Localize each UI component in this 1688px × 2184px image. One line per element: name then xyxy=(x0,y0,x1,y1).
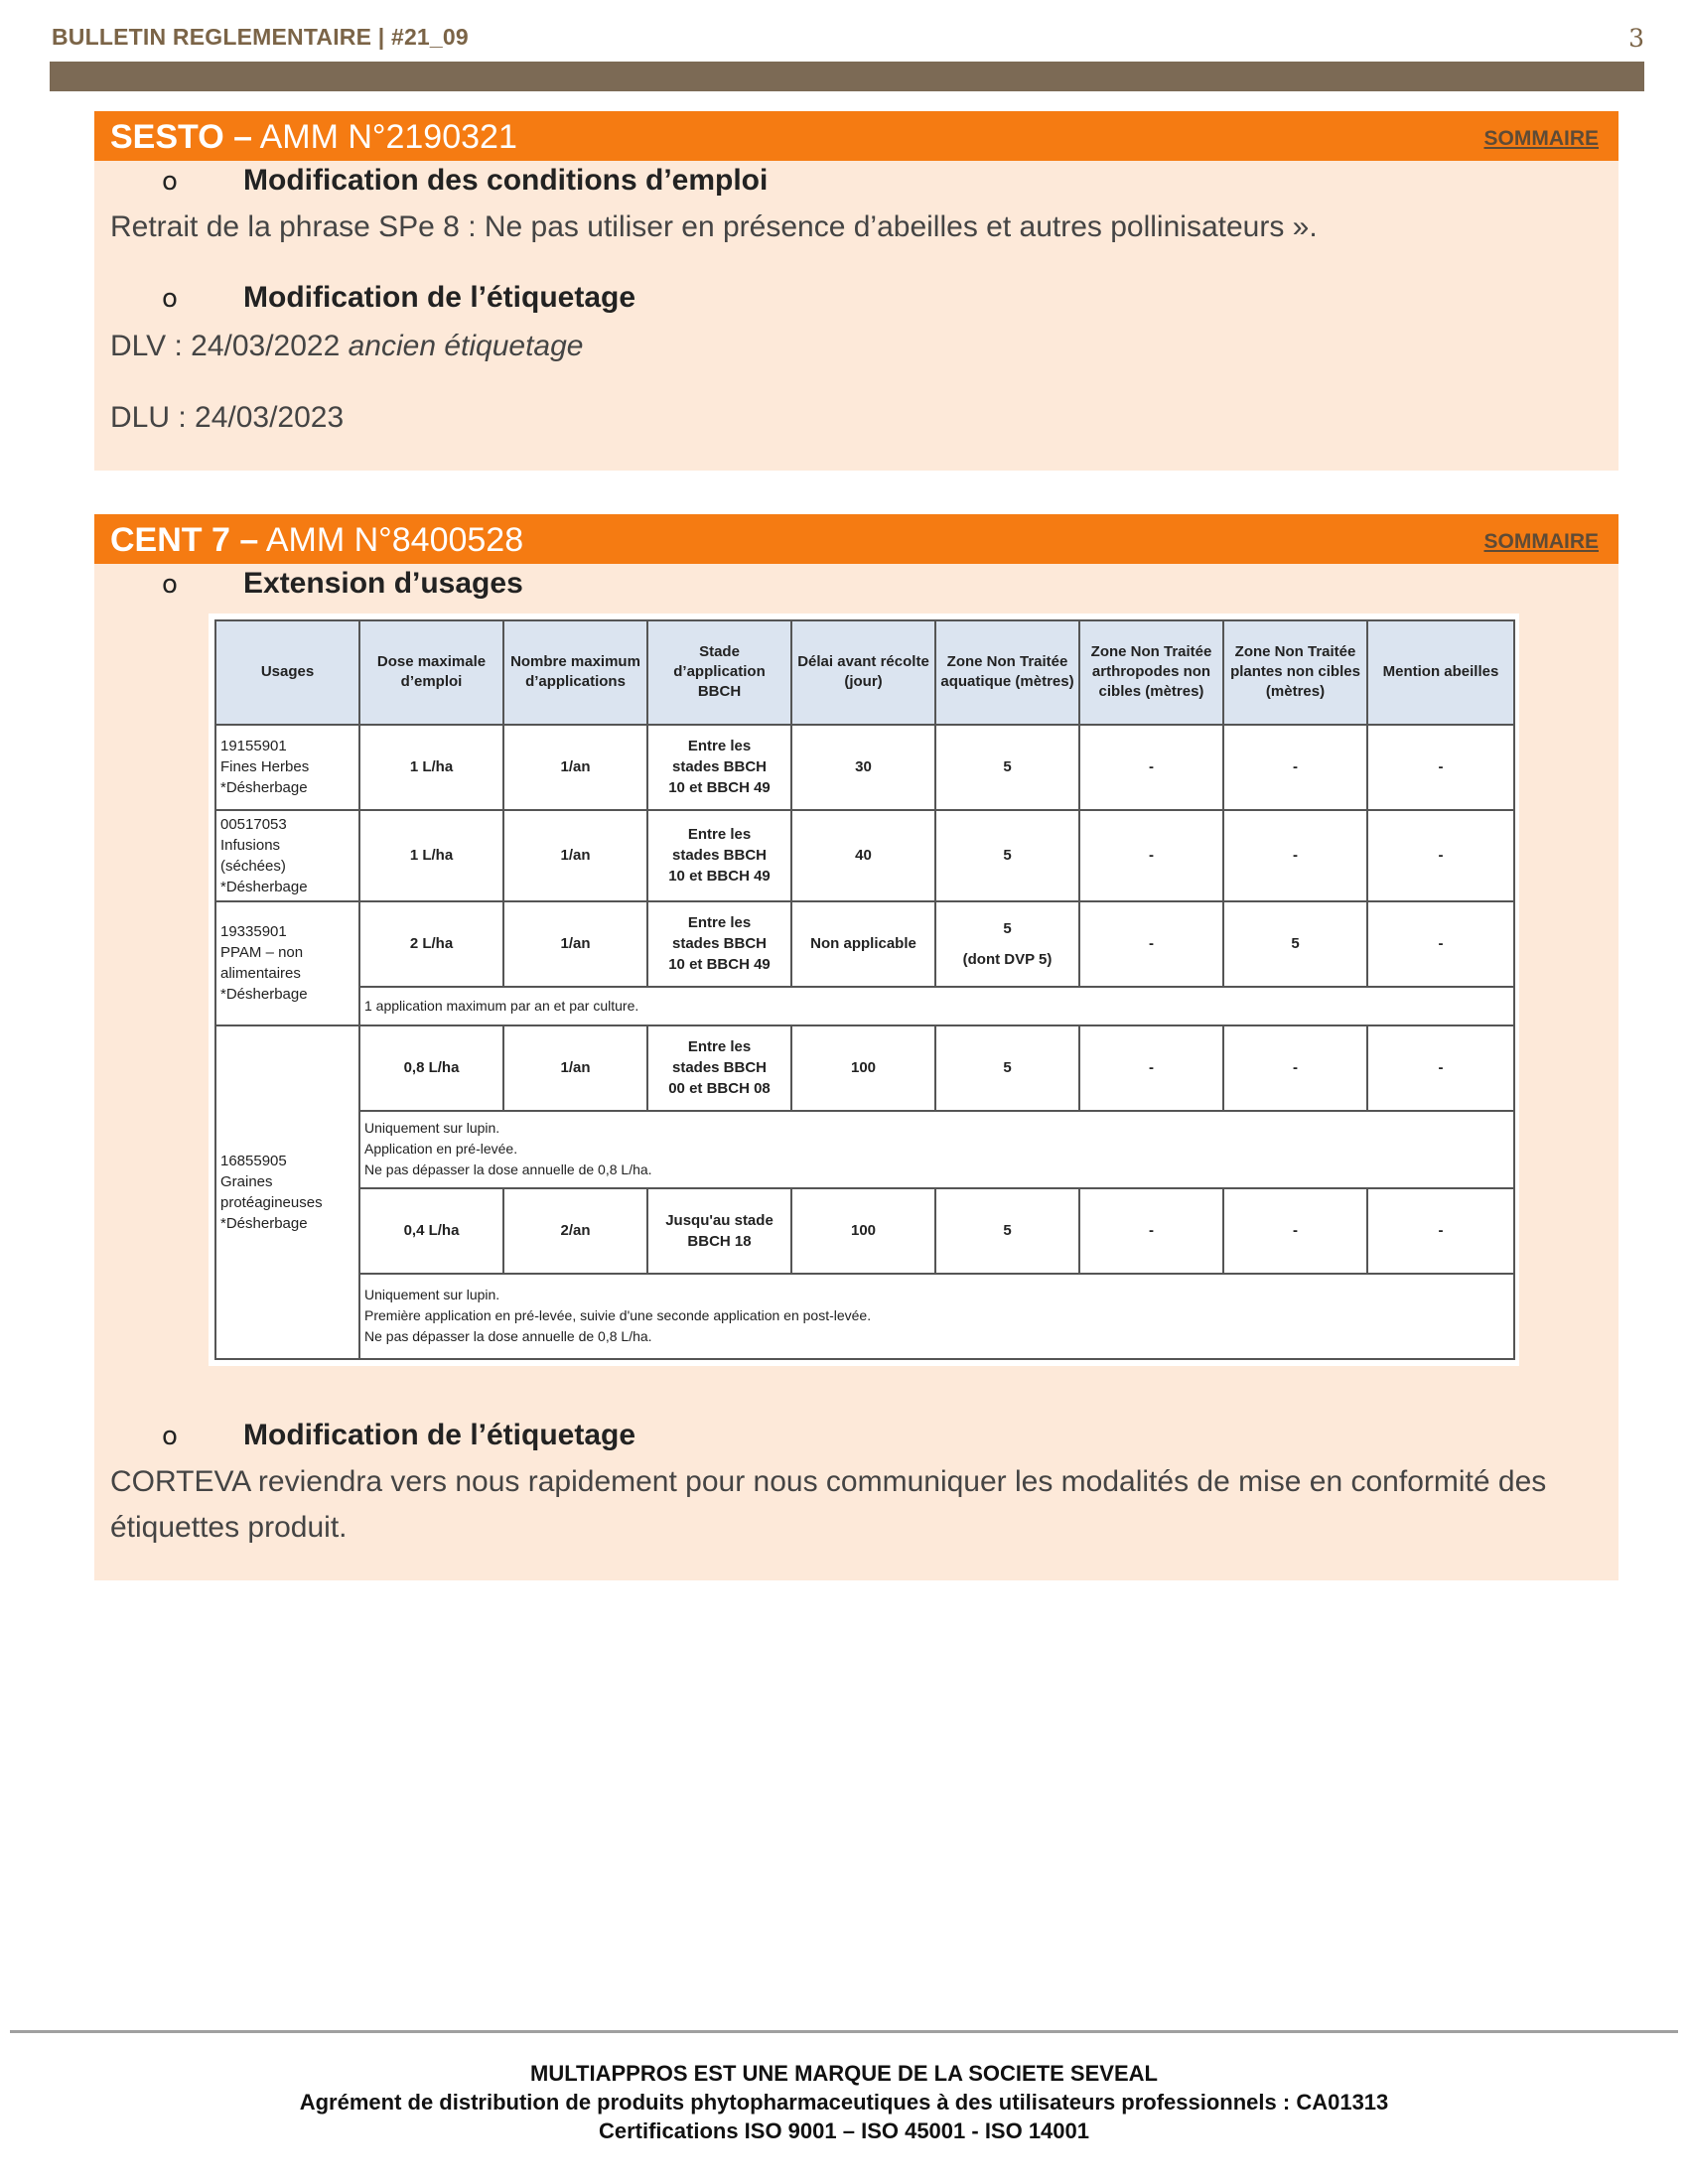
section-title xyxy=(110,117,517,157)
note-line: Ne pas dépasser la dose annuelle de 0,8 L/ha. xyxy=(364,1328,652,1345)
nb-cell: 1/an xyxy=(503,1025,647,1111)
bulletin-title: BULLETIN REGLEMENTAIRE | #21_09 xyxy=(52,24,469,50)
stade-line: BBCH 18 xyxy=(687,1232,752,1250)
note-line: Première application en pré-levée, suivie d'une seconde application en post-levée. xyxy=(364,1307,872,1324)
stade-line: Entre les xyxy=(687,826,752,844)
table-row xyxy=(215,725,1514,810)
table-note-row xyxy=(215,1111,1514,1188)
usage-line: Infusions xyxy=(220,836,281,854)
znt-arth-cell: - xyxy=(1079,810,1223,901)
stade-line: stades BBCH xyxy=(671,935,768,953)
usage-cell xyxy=(215,1025,359,1359)
stade-line: Entre les xyxy=(687,1038,752,1056)
stade-line: 00 et BBCH 08 xyxy=(668,1080,771,1098)
znt-arth-cell: - xyxy=(1079,1188,1223,1274)
col-header: Nombre maximum d’applications xyxy=(503,620,647,725)
stade-cell xyxy=(647,1025,791,1111)
bullet-conditions xyxy=(162,163,769,200)
dlv-note: ancien étiquetage xyxy=(348,330,584,362)
conditions-text: Retrait de la phrase SPe 8 : Ne pas utiliser en présence d’abeilles et autres pollinisateurs ». xyxy=(110,210,1318,243)
usage-cell xyxy=(215,725,359,810)
znt-plant-cell: - xyxy=(1223,1025,1367,1111)
usage-line: *Désherbage xyxy=(220,1214,308,1232)
header-bar xyxy=(50,62,1644,91)
stade-line: 10 et BBCH 49 xyxy=(668,956,771,974)
corteva-line: CORTEVA reviendra vers nous rapidement pour nous communiquer les modalités de mise en conformité des xyxy=(110,1465,1547,1498)
stade-line: stades BBCH xyxy=(671,847,768,865)
znt-plant-cell: - xyxy=(1223,1188,1367,1274)
znt-aqua-cell: 5 xyxy=(935,725,1079,810)
dose-cell: 0,8 L/ha xyxy=(359,1025,503,1111)
stade-line: stades BBCH xyxy=(671,758,768,776)
table-note-row xyxy=(215,1274,1514,1359)
usage-table-image xyxy=(209,614,1519,1366)
usage-table xyxy=(214,619,1515,1360)
col-header: Usages xyxy=(215,620,359,725)
znt-arth-cell: - xyxy=(1079,901,1223,987)
bullet-circle-icon: o xyxy=(162,167,178,197)
usage-line: Graines xyxy=(220,1172,273,1190)
usage-line: Fines Herbes xyxy=(220,758,310,776)
bullet-label: Extension d’usages xyxy=(243,567,523,600)
section-header xyxy=(94,111,1618,161)
amm-number: AMM N°2190321 xyxy=(252,118,517,156)
usage-line: alimentaires xyxy=(220,965,301,983)
table-row xyxy=(215,901,1514,987)
abeilles-cell: - xyxy=(1367,1188,1514,1274)
usage-code: 19335901 xyxy=(220,923,287,941)
footer-divider xyxy=(10,2030,1678,2033)
table-row xyxy=(215,810,1514,901)
znt-value: 5 xyxy=(1003,919,1012,937)
dose-cell: 1 L/ha xyxy=(359,725,503,810)
usage-code: 16855905 xyxy=(220,1152,287,1169)
footer-line-3: Certifications ISO 9001 – ISO 45001 - ISO 14001 xyxy=(598,2118,1090,2143)
lupin-note-a xyxy=(359,1111,1514,1188)
abeilles-cell: - xyxy=(1367,901,1514,987)
usage-line: *Désherbage xyxy=(220,986,308,1004)
stade-cell xyxy=(647,901,791,987)
stade-line: Entre les xyxy=(687,914,752,932)
abeilles-cell: - xyxy=(1367,725,1514,810)
delai-cell: 40 xyxy=(791,810,935,901)
bullet-label: Modification de l’étiquetage xyxy=(243,1419,636,1451)
bullet-label: Modification de l’étiquetage xyxy=(243,281,636,314)
usage-cell xyxy=(215,810,359,901)
bullet-circle-icon: o xyxy=(162,570,178,600)
delai-cell: 100 xyxy=(791,1188,935,1274)
footer-line-1: MULTIAPPROS EST UNE MARQUE DE LA SOCIETE SEVEAL xyxy=(530,2061,1158,2086)
sommaire-link[interactable]: SOMMAIRE xyxy=(1483,127,1599,150)
znt-plant-cell: 5 xyxy=(1223,901,1367,987)
znt-plant-cell: - xyxy=(1223,725,1367,810)
sommaire-link[interactable]: SOMMAIRE xyxy=(1483,530,1599,553)
znt-aqua-cell: 5 xyxy=(935,1025,1079,1111)
dlv-line xyxy=(110,324,584,369)
note-line: Uniquement sur lupin. xyxy=(364,1287,500,1303)
znt-note: (dont DVP 5) xyxy=(962,950,1053,968)
usage-line: (séchées) xyxy=(220,857,286,875)
stade-line: stades BBCH xyxy=(671,1059,768,1077)
col-header: Stade d’application BBCH xyxy=(647,620,791,725)
stade-cell xyxy=(647,725,791,810)
bullet-extension xyxy=(162,566,523,603)
lupin-note-b xyxy=(359,1274,1514,1359)
page-number: 3 xyxy=(1628,24,1644,53)
bullet-circle-icon: o xyxy=(162,1422,178,1451)
table-header-row xyxy=(215,620,1514,725)
stade-line: 10 et BBCH 49 xyxy=(668,868,771,886)
col-header: Zone Non Traitée aquatique (mètres) xyxy=(935,620,1079,725)
znt-arth-cell: - xyxy=(1079,1025,1223,1111)
nb-cell: 2/an xyxy=(503,1188,647,1274)
section-header xyxy=(94,514,1618,564)
col-header: Délai avant récolte (jour) xyxy=(791,620,935,725)
znt-arth-cell: - xyxy=(1079,725,1223,810)
bullet-etiquetage xyxy=(162,280,636,317)
section-cent7 xyxy=(94,514,1618,1580)
table-note-row xyxy=(215,987,1514,1025)
section-title xyxy=(110,520,523,560)
corteva-line: étiquettes produit. xyxy=(110,1511,348,1544)
usage-line: *Désherbage xyxy=(220,878,308,895)
dose-cell: 1 L/ha xyxy=(359,810,503,901)
usage-code: 00517053 xyxy=(220,815,287,833)
usage-line: protéagineuses xyxy=(220,1193,323,1211)
znt-aqua-cell xyxy=(935,901,1079,987)
stade-line: Jusqu'au stade xyxy=(665,1211,774,1229)
bullet-circle-icon: o xyxy=(162,284,178,314)
bullet-etiquetage xyxy=(162,1418,636,1454)
delai-cell: Non applicable xyxy=(791,901,935,987)
col-header: Dose maximale d’emploi xyxy=(359,620,503,725)
usage-line: PPAM – non xyxy=(220,944,304,962)
dose-cell: 0,4 L/ha xyxy=(359,1188,503,1274)
nb-cell: 1/an xyxy=(503,901,647,987)
table-row xyxy=(215,1188,1514,1274)
corteva-text xyxy=(110,1459,1546,1551)
product-name: SESTO – xyxy=(110,118,252,156)
col-header: Zone Non Traitée plantes non cibles (mètres) xyxy=(1223,620,1367,725)
dlu-line: DLU : 24/03/2023 xyxy=(110,401,345,434)
ppam-note: 1 application maximum par an et par culture. xyxy=(359,987,1514,1025)
dlv-date: DLV : 24/03/2022 xyxy=(110,330,349,362)
stade-cell xyxy=(647,1188,791,1274)
usage-code: 19155901 xyxy=(220,738,287,755)
stade-cell xyxy=(647,810,791,901)
amm-number: AMM N°8400528 xyxy=(258,521,524,559)
znt-aqua-cell: 5 xyxy=(935,810,1079,901)
delai-cell: 100 xyxy=(791,1025,935,1111)
usage-line: *Désherbage xyxy=(220,779,308,797)
section-sesto xyxy=(94,111,1618,471)
nb-cell: 1/an xyxy=(503,725,647,810)
note-line: Uniquement sur lupin. xyxy=(364,1120,500,1137)
col-header: Mention abeilles xyxy=(1367,620,1514,725)
bullet-label: Modification des conditions d’emploi xyxy=(243,164,769,197)
footer-line-2: Agrément de distribution de produits phytopharmaceutiques à des utilisateurs professionnels : CA01313 xyxy=(299,2090,1389,2115)
delai-cell: 30 xyxy=(791,725,935,810)
product-name: CENT 7 – xyxy=(110,521,259,559)
dose-cell: 2 L/ha xyxy=(359,901,503,987)
stade-line: 10 et BBCH 49 xyxy=(668,779,771,797)
usage-cell xyxy=(215,901,359,1025)
stade-line: Entre les xyxy=(687,738,752,755)
znt-aqua-cell: 5 xyxy=(935,1188,1079,1274)
znt-plant-cell: - xyxy=(1223,810,1367,901)
note-line: Application en pré-levée. xyxy=(364,1141,518,1158)
abeilles-cell: - xyxy=(1367,1025,1514,1111)
nb-cell: 1/an xyxy=(503,810,647,901)
note-line: Ne pas dépasser la dose annuelle de 0,8 L/ha. xyxy=(364,1161,652,1178)
col-header: Zone Non Traitée arthropodes non cibles (mètres) xyxy=(1079,620,1223,725)
table-row xyxy=(215,1025,1514,1111)
abeilles-cell: - xyxy=(1367,810,1514,901)
